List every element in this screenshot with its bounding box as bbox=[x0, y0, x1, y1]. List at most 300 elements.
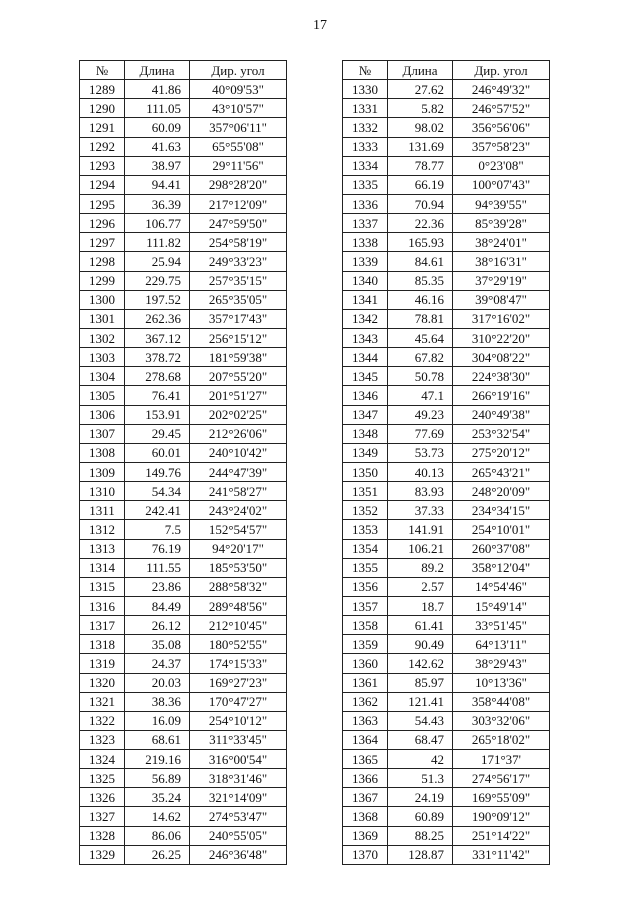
table-row bbox=[343, 558, 550, 577]
table-row bbox=[343, 118, 550, 137]
cell-length: 88.25 bbox=[388, 826, 453, 845]
cell-length: 45.64 bbox=[388, 328, 453, 347]
cell-length: 61.41 bbox=[388, 616, 453, 635]
cell-number: 1295 bbox=[80, 194, 125, 213]
cell-number: 1352 bbox=[343, 501, 388, 520]
cell-number: 1294 bbox=[80, 175, 125, 194]
table-row bbox=[80, 788, 287, 807]
cell-angle: 64°13'11" bbox=[453, 635, 550, 654]
table-row bbox=[343, 635, 550, 654]
table-row bbox=[80, 156, 287, 175]
cell-length: 367.12 bbox=[125, 328, 190, 347]
table-row bbox=[343, 769, 550, 788]
cell-angle: 190°09'12" bbox=[453, 807, 550, 826]
table-row bbox=[343, 482, 550, 501]
cell-length: 60.89 bbox=[388, 807, 453, 826]
cell-length: 76.41 bbox=[125, 386, 190, 405]
cell-angle: 100°07'43" bbox=[453, 175, 550, 194]
cell-angle: 274°56'17" bbox=[453, 769, 550, 788]
cell-number: 1311 bbox=[80, 501, 125, 520]
cell-angle: 265°35'05" bbox=[190, 290, 287, 309]
header-angle: Дир. угол bbox=[190, 61, 287, 80]
table-row bbox=[80, 194, 287, 213]
cell-number: 1297 bbox=[80, 233, 125, 252]
table-row bbox=[80, 348, 287, 367]
cell-angle: 317°16'02" bbox=[453, 309, 550, 328]
cell-number: 1315 bbox=[80, 577, 125, 596]
cell-number: 1298 bbox=[80, 252, 125, 271]
cell-number: 1312 bbox=[80, 520, 125, 539]
cell-angle: 358°12'04" bbox=[453, 558, 550, 577]
table-row bbox=[80, 271, 287, 290]
table-row bbox=[80, 443, 287, 462]
cell-number: 1337 bbox=[343, 214, 388, 233]
cell-number: 1307 bbox=[80, 424, 125, 443]
cell-number: 1365 bbox=[343, 750, 388, 769]
cell-length: 18.7 bbox=[388, 596, 453, 615]
cell-number: 1369 bbox=[343, 826, 388, 845]
table-row bbox=[343, 386, 550, 405]
cell-number: 1361 bbox=[343, 673, 388, 692]
cell-angle: 248°20'09" bbox=[453, 482, 550, 501]
left-table-body bbox=[80, 80, 287, 865]
table-row bbox=[343, 539, 550, 558]
cell-number: 1363 bbox=[343, 711, 388, 730]
cell-length: 40.13 bbox=[388, 462, 453, 481]
cell-length: 84.61 bbox=[388, 252, 453, 271]
cell-number: 1308 bbox=[80, 443, 125, 462]
cell-number: 1329 bbox=[80, 845, 125, 864]
table-row bbox=[80, 750, 287, 769]
cell-number: 1317 bbox=[80, 616, 125, 635]
cell-length: 106.77 bbox=[125, 214, 190, 233]
cell-angle: 43°10'57" bbox=[190, 99, 287, 118]
table-row bbox=[80, 596, 287, 615]
cell-angle: 244°47'39" bbox=[190, 462, 287, 481]
table-row bbox=[80, 482, 287, 501]
cell-length: 149.76 bbox=[125, 462, 190, 481]
cell-angle: 240°55'05" bbox=[190, 826, 287, 845]
cell-angle: 65°55'08" bbox=[190, 137, 287, 156]
table-row bbox=[343, 290, 550, 309]
table-row bbox=[343, 596, 550, 615]
header-length: Длина bbox=[388, 61, 453, 80]
cell-length: 60.01 bbox=[125, 443, 190, 462]
table-row bbox=[343, 501, 550, 520]
cell-length: 27.62 bbox=[388, 80, 453, 99]
cell-number: 1314 bbox=[80, 558, 125, 577]
cell-angle: 274°53'47" bbox=[190, 807, 287, 826]
cell-number: 1362 bbox=[343, 692, 388, 711]
table-row bbox=[343, 577, 550, 596]
cell-angle: 241°58'27" bbox=[190, 482, 287, 501]
cell-length: 14.62 bbox=[125, 807, 190, 826]
cell-number: 1356 bbox=[343, 577, 388, 596]
cell-angle: 357°58'23" bbox=[453, 137, 550, 156]
cell-length: 90.49 bbox=[388, 635, 453, 654]
cell-length: 35.08 bbox=[125, 635, 190, 654]
cell-angle: 254°10'01" bbox=[453, 520, 550, 539]
cell-length: 7.5 bbox=[125, 520, 190, 539]
cell-length: 41.63 bbox=[125, 137, 190, 156]
table-row bbox=[343, 156, 550, 175]
cell-number: 1354 bbox=[343, 539, 388, 558]
cell-angle: 240°49'38" bbox=[453, 405, 550, 424]
cell-number: 1310 bbox=[80, 482, 125, 501]
header-length: Длина bbox=[125, 61, 190, 80]
cell-angle: 94°39'55" bbox=[453, 194, 550, 213]
cell-length: 24.19 bbox=[388, 788, 453, 807]
cell-length: 53.73 bbox=[388, 443, 453, 462]
cell-angle: 185°53'50" bbox=[190, 558, 287, 577]
table-row bbox=[343, 788, 550, 807]
cell-angle: 321°14'09" bbox=[190, 788, 287, 807]
cell-length: 36.39 bbox=[125, 194, 190, 213]
cell-angle: 201°51'27" bbox=[190, 386, 287, 405]
cell-number: 1293 bbox=[80, 156, 125, 175]
cell-angle: 246°36'48" bbox=[190, 845, 287, 864]
cell-angle: 40°09'53" bbox=[190, 80, 287, 99]
table-row bbox=[80, 730, 287, 749]
cell-number: 1351 bbox=[343, 482, 388, 501]
cell-length: 89.2 bbox=[388, 558, 453, 577]
cell-angle: 298°28'20" bbox=[190, 175, 287, 194]
cell-angle: 15°49'14" bbox=[453, 596, 550, 615]
cell-length: 111.55 bbox=[125, 558, 190, 577]
cell-angle: 316°00'54" bbox=[190, 750, 287, 769]
table-row bbox=[80, 520, 287, 539]
header-number: № bbox=[80, 61, 125, 80]
header-angle: Дир. угол bbox=[453, 61, 550, 80]
cell-length: 111.82 bbox=[125, 233, 190, 252]
cell-length: 229.75 bbox=[125, 271, 190, 290]
table-row bbox=[343, 750, 550, 769]
cell-angle: 288°58'32" bbox=[190, 577, 287, 596]
cell-angle: 171°37' bbox=[453, 750, 550, 769]
table-row bbox=[343, 520, 550, 539]
cell-number: 1292 bbox=[80, 137, 125, 156]
cell-length: 47.1 bbox=[388, 386, 453, 405]
cell-angle: 207°55'20" bbox=[190, 367, 287, 386]
cell-angle: 39°08'47" bbox=[453, 290, 550, 309]
cell-length: 85.97 bbox=[388, 673, 453, 692]
header-number: № bbox=[343, 61, 388, 80]
table-row bbox=[80, 539, 287, 558]
cell-number: 1305 bbox=[80, 386, 125, 405]
cell-number: 1359 bbox=[343, 635, 388, 654]
table-row bbox=[80, 80, 287, 99]
cell-angle: 14°54'46" bbox=[453, 577, 550, 596]
cell-length: 106.21 bbox=[388, 539, 453, 558]
cell-length: 121.41 bbox=[388, 692, 453, 711]
table-row bbox=[80, 386, 287, 405]
cell-angle: 33°51'45" bbox=[453, 616, 550, 635]
cell-length: 54.43 bbox=[388, 711, 453, 730]
cell-number: 1341 bbox=[343, 290, 388, 309]
cell-angle: 318°31'46" bbox=[190, 769, 287, 788]
table-row bbox=[343, 826, 550, 845]
cell-length: 41.86 bbox=[125, 80, 190, 99]
cell-number: 1339 bbox=[343, 252, 388, 271]
cell-angle: 174°15'33" bbox=[190, 654, 287, 673]
cell-angle: 0°23'08" bbox=[453, 156, 550, 175]
cell-angle: 212°10'45" bbox=[190, 616, 287, 635]
cell-angle: 170°47'27" bbox=[190, 692, 287, 711]
cell-angle: 202°02'25" bbox=[190, 405, 287, 424]
cell-number: 1322 bbox=[80, 711, 125, 730]
cell-angle: 251°14'22" bbox=[453, 826, 550, 845]
cell-length: 94.41 bbox=[125, 175, 190, 194]
table-row bbox=[80, 769, 287, 788]
table-row bbox=[80, 424, 287, 443]
cell-angle: 152°54'57" bbox=[190, 520, 287, 539]
table-row bbox=[343, 271, 550, 290]
table-row bbox=[80, 175, 287, 194]
table-row bbox=[80, 826, 287, 845]
cell-length: 197.52 bbox=[125, 290, 190, 309]
table-row bbox=[343, 80, 550, 99]
table-row bbox=[343, 309, 550, 328]
cell-length: 278.68 bbox=[125, 367, 190, 386]
cell-number: 1368 bbox=[343, 807, 388, 826]
table-row bbox=[343, 99, 550, 118]
table-row bbox=[343, 807, 550, 826]
table-row bbox=[80, 577, 287, 596]
cell-number: 1370 bbox=[343, 845, 388, 864]
cell-angle: 304°08'22" bbox=[453, 348, 550, 367]
cell-length: 378.72 bbox=[125, 348, 190, 367]
cell-number: 1291 bbox=[80, 118, 125, 137]
cell-length: 86.06 bbox=[125, 826, 190, 845]
table-row bbox=[343, 711, 550, 730]
cell-length: 77.69 bbox=[388, 424, 453, 443]
cell-number: 1316 bbox=[80, 596, 125, 615]
page-number: 17 bbox=[313, 18, 327, 33]
table-row bbox=[80, 807, 287, 826]
cell-angle: 357°17'43" bbox=[190, 309, 287, 328]
table-row bbox=[343, 692, 550, 711]
cell-number: 1299 bbox=[80, 271, 125, 290]
table-row bbox=[80, 137, 287, 156]
cell-length: 85.35 bbox=[388, 271, 453, 290]
cell-number: 1349 bbox=[343, 443, 388, 462]
cell-length: 26.12 bbox=[125, 616, 190, 635]
table-row bbox=[80, 252, 287, 271]
left-coordinates-table bbox=[79, 60, 287, 865]
cell-length: 23.86 bbox=[125, 577, 190, 596]
cell-number: 1326 bbox=[80, 788, 125, 807]
cell-angle: 181°59'38" bbox=[190, 348, 287, 367]
table-row bbox=[343, 367, 550, 386]
cell-angle: 217°12'09" bbox=[190, 194, 287, 213]
cell-length: 25.94 bbox=[125, 252, 190, 271]
cell-angle: 37°29'19" bbox=[453, 271, 550, 290]
table-row bbox=[80, 405, 287, 424]
cell-number: 1348 bbox=[343, 424, 388, 443]
cell-number: 1327 bbox=[80, 807, 125, 826]
cell-number: 1364 bbox=[343, 730, 388, 749]
cell-angle: 356°56'06" bbox=[453, 118, 550, 137]
cell-angle: 243°24'02" bbox=[190, 501, 287, 520]
cell-number: 1321 bbox=[80, 692, 125, 711]
cell-length: 66.19 bbox=[388, 175, 453, 194]
table-row bbox=[80, 711, 287, 730]
table-row bbox=[343, 616, 550, 635]
cell-number: 1290 bbox=[80, 99, 125, 118]
cell-length: 68.47 bbox=[388, 730, 453, 749]
cell-angle: 260°37'08" bbox=[453, 539, 550, 558]
table-row bbox=[80, 309, 287, 328]
cell-number: 1323 bbox=[80, 730, 125, 749]
cell-number: 1296 bbox=[80, 214, 125, 233]
cell-length: 29.45 bbox=[125, 424, 190, 443]
cell-length: 2.57 bbox=[388, 577, 453, 596]
cell-length: 51.3 bbox=[388, 769, 453, 788]
table-row bbox=[80, 328, 287, 347]
cell-angle: 256°15'12" bbox=[190, 328, 287, 347]
cell-number: 1366 bbox=[343, 769, 388, 788]
cell-angle: 357°06'11" bbox=[190, 118, 287, 137]
table-row bbox=[80, 558, 287, 577]
cell-length: 84.49 bbox=[125, 596, 190, 615]
cell-number: 1313 bbox=[80, 539, 125, 558]
table-row bbox=[343, 214, 550, 233]
cell-number: 1357 bbox=[343, 596, 388, 615]
table-row bbox=[80, 462, 287, 481]
cell-number: 1358 bbox=[343, 616, 388, 635]
cell-angle: 38°24'01" bbox=[453, 233, 550, 252]
cell-angle: 38°29'43" bbox=[453, 654, 550, 673]
cell-angle: 246°57'52" bbox=[453, 99, 550, 118]
cell-number: 1333 bbox=[343, 137, 388, 156]
table-row bbox=[343, 175, 550, 194]
cell-angle: 38°16'31" bbox=[453, 252, 550, 271]
table-row bbox=[80, 214, 287, 233]
cell-length: 26.25 bbox=[125, 845, 190, 864]
cell-length: 60.09 bbox=[125, 118, 190, 137]
table-row bbox=[343, 233, 550, 252]
cell-angle: 254°10'12" bbox=[190, 711, 287, 730]
cell-number: 1345 bbox=[343, 367, 388, 386]
table-row bbox=[80, 290, 287, 309]
cell-angle: 224°38'30" bbox=[453, 367, 550, 386]
cell-number: 1304 bbox=[80, 367, 125, 386]
cell-number: 1300 bbox=[80, 290, 125, 309]
cell-length: 165.93 bbox=[388, 233, 453, 252]
cell-angle: 240°10'42" bbox=[190, 443, 287, 462]
cell-angle: 94°20'17" bbox=[190, 539, 287, 558]
table-row bbox=[343, 730, 550, 749]
cell-length: 56.89 bbox=[125, 769, 190, 788]
cell-length: 141.91 bbox=[388, 520, 453, 539]
cell-number: 1306 bbox=[80, 405, 125, 424]
cell-number: 1344 bbox=[343, 348, 388, 367]
cell-number: 1342 bbox=[343, 309, 388, 328]
cell-length: 78.77 bbox=[388, 156, 453, 175]
cell-angle: 266°19'16" bbox=[453, 386, 550, 405]
cell-angle: 180°52'55" bbox=[190, 635, 287, 654]
cell-length: 42 bbox=[388, 750, 453, 769]
cell-length: 38.36 bbox=[125, 692, 190, 711]
table-row bbox=[343, 194, 550, 213]
cell-length: 50.78 bbox=[388, 367, 453, 386]
cell-angle: 234°34'15" bbox=[453, 501, 550, 520]
table-row bbox=[343, 654, 550, 673]
cell-length: 262.36 bbox=[125, 309, 190, 328]
table-row bbox=[343, 673, 550, 692]
table-row bbox=[80, 692, 287, 711]
cell-length: 38.97 bbox=[125, 156, 190, 175]
cell-number: 1343 bbox=[343, 328, 388, 347]
cell-number: 1355 bbox=[343, 558, 388, 577]
table-row bbox=[343, 328, 550, 347]
cell-angle: 303°32'06" bbox=[453, 711, 550, 730]
cell-number: 1330 bbox=[343, 80, 388, 99]
cell-number: 1338 bbox=[343, 233, 388, 252]
cell-number: 1319 bbox=[80, 654, 125, 673]
cell-length: 242.41 bbox=[125, 501, 190, 520]
cell-length: 111.05 bbox=[125, 99, 190, 118]
cell-number: 1331 bbox=[343, 99, 388, 118]
cell-length: 37.33 bbox=[388, 501, 453, 520]
cell-angle: 310°22'20" bbox=[453, 328, 550, 347]
cell-number: 1347 bbox=[343, 405, 388, 424]
cell-angle: 331°11'42" bbox=[453, 845, 550, 864]
table-row bbox=[343, 462, 550, 481]
cell-number: 1334 bbox=[343, 156, 388, 175]
cell-length: 22.36 bbox=[388, 214, 453, 233]
table-row bbox=[343, 405, 550, 424]
cell-angle: 247°59'50" bbox=[190, 214, 287, 233]
cell-number: 1318 bbox=[80, 635, 125, 654]
cell-number: 1325 bbox=[80, 769, 125, 788]
table-row bbox=[80, 845, 287, 864]
cell-angle: 265°18'02" bbox=[453, 730, 550, 749]
cell-length: 219.16 bbox=[125, 750, 190, 769]
table-row bbox=[343, 845, 550, 864]
cell-length: 5.82 bbox=[388, 99, 453, 118]
table-row bbox=[80, 616, 287, 635]
cell-length: 16.09 bbox=[125, 711, 190, 730]
table-row bbox=[343, 348, 550, 367]
table-header-row bbox=[343, 61, 550, 80]
cell-number: 1328 bbox=[80, 826, 125, 845]
table-row bbox=[80, 635, 287, 654]
right-table-body bbox=[343, 80, 550, 865]
cell-angle: 169°27'23" bbox=[190, 673, 287, 692]
table-row bbox=[343, 252, 550, 271]
cell-number: 1353 bbox=[343, 520, 388, 539]
cell-length: 67.82 bbox=[388, 348, 453, 367]
cell-length: 68.61 bbox=[125, 730, 190, 749]
cell-length: 153.91 bbox=[125, 405, 190, 424]
cell-length: 142.62 bbox=[388, 654, 453, 673]
cell-angle: 10°13'36" bbox=[453, 673, 550, 692]
table-row bbox=[343, 137, 550, 156]
table-row bbox=[80, 233, 287, 252]
cell-number: 1360 bbox=[343, 654, 388, 673]
cell-length: 76.19 bbox=[125, 539, 190, 558]
right-coordinates-table bbox=[342, 60, 550, 865]
cell-length: 54.34 bbox=[125, 482, 190, 501]
table-row bbox=[80, 501, 287, 520]
cell-angle: 289°48'56" bbox=[190, 596, 287, 615]
cell-number: 1324 bbox=[80, 750, 125, 769]
cell-number: 1335 bbox=[343, 175, 388, 194]
cell-angle: 254°58'19" bbox=[190, 233, 287, 252]
cell-number: 1309 bbox=[80, 462, 125, 481]
cell-number: 1332 bbox=[343, 118, 388, 137]
